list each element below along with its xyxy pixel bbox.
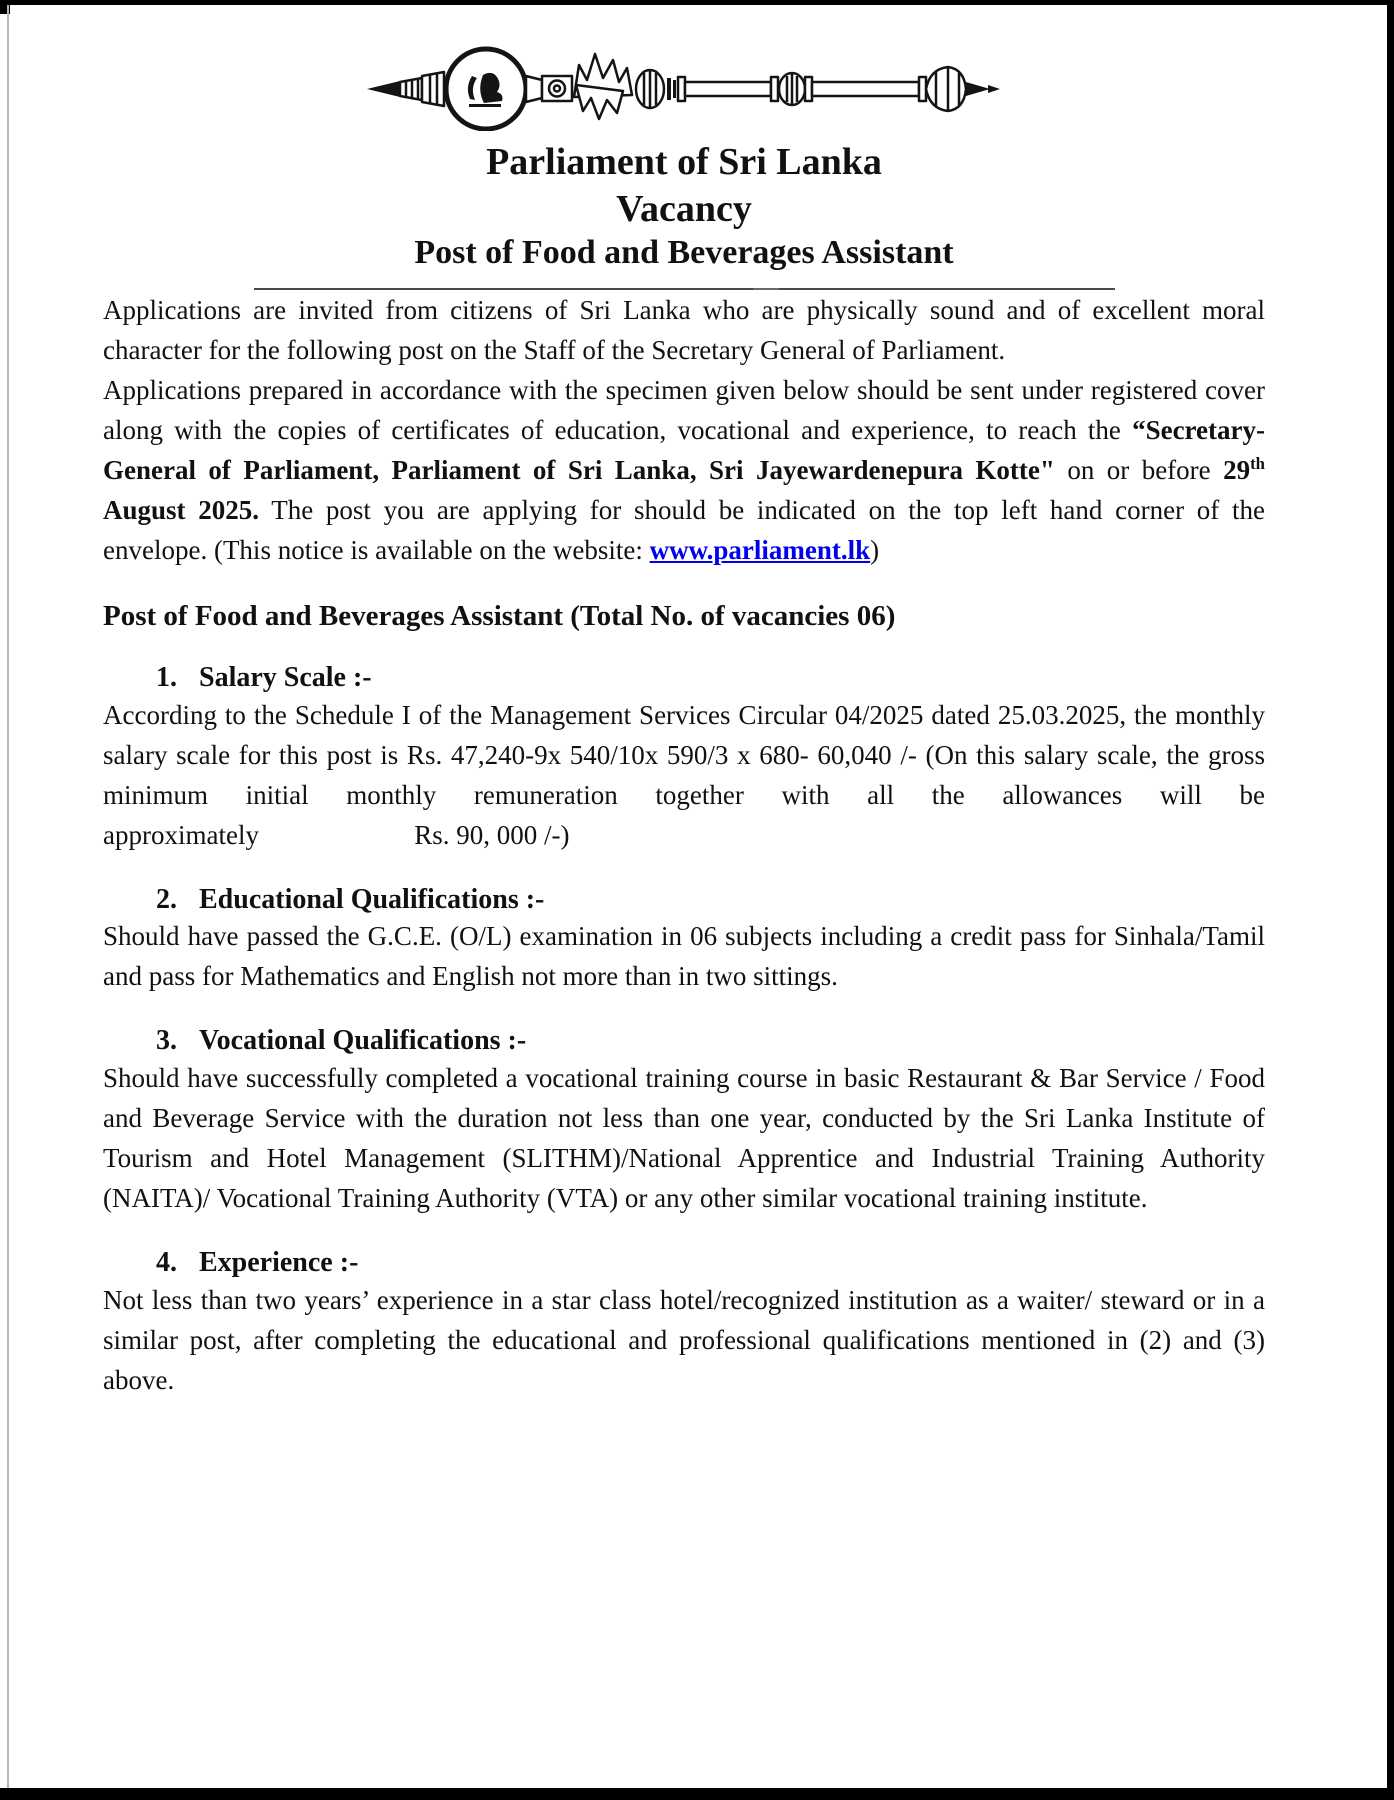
section-salary-scale (103, 661, 1265, 855)
text-segment: Applications prepared in accordance with the specimen given below should be sent under registered cover along with the copies of certificates of education, vocational and experience, to reach the (103, 375, 1265, 446)
section-body: According to the Schedule I of the Management Services Circular 04/2025 dated 25.03.2025, the monthly salary scale for this post is Rs. 47,240-9x 540/10x 590/3 x 680- 60,040 /- (On this salary scale, the gross minimum initial monthly remuneration together with all the allowances will be approximately Rs. 90, 000 /-) (103, 699, 1265, 850)
text-segment: “Secretary-General of Parliament, Parliament of Sri Lanka, Sri Jayewardenepura Kotte" (103, 415, 1265, 486)
parliament-website-link[interactable]: www.parliament.lk (649, 535, 871, 566)
parliament-mace-icon (364, 45, 1004, 131)
mace-figure (103, 45, 1265, 131)
text-segment: on or before (1054, 455, 1224, 486)
section-body: Not less than two years’ experience in a star class hotel/recognized institution as a waiter/ steward or in a similar post, after completing the educational and professional qualifications mentioned in (2) and (3) above. (103, 1284, 1265, 1395)
vacancy-count-heading: Post of Food and Beverages Assistant (Total No. of vacancies 06) (103, 600, 896, 633)
text-segment: ) (870, 535, 880, 566)
section-number: 2. (156, 883, 177, 915)
application-instructions-paragraph (103, 370, 1265, 570)
section-number: 3. (156, 1025, 177, 1057)
org-title: Parliament of Sri Lanka (486, 141, 882, 183)
section-title: Experience :- (199, 1246, 359, 1278)
section-body: Should have successfully completed a vocational training course in basic Restaurant & Bar Service / Food and Beverage Service with the duration not less than one year, conducted by the Sri Lanka Institute of Tourism and Hotel Management (SLITHM)/National Apprentice and Industrial Training Authority (NAITA)/ Vocational Training Authority (VTA) or any other similar vocational training institute. (103, 1062, 1265, 1213)
text-segment: The post you are applying for should be indicated on the top left hand corner of the envelope. (This notice is available on the website: (103, 495, 1265, 566)
section-title: Vocational Qualifications :- (199, 1025, 527, 1057)
text-segment: August 2025. (103, 495, 259, 526)
section-educational-qualifications (103, 883, 1265, 997)
section-vocational-qualifications (103, 1024, 1265, 1218)
page-left-edge-line (7, 5, 9, 1788)
section-number: 4. (156, 1246, 177, 1278)
section-number: 1. (156, 662, 177, 694)
text-segment: 29 (1223, 455, 1251, 486)
text-segment: th (1250, 454, 1265, 474)
post-title: Post of Food and Beverages Assistant (414, 234, 954, 272)
section-title: Educational Qualifications :- (199, 883, 545, 915)
intro-paragraph: Applications are invited from citizens of Sri Lanka who are physically sound and of excellent moral character for the following post on the Staff of the Secretary General of Parliament. (103, 295, 1265, 366)
section-title: Salary Scale :- (199, 662, 372, 694)
section-body: Should have passed the G.C.E. (O/L) examination in 06 subjects including a credit pass for Sinhala/Tamil and pass for Mathematics and English not more than in two sittings. (103, 921, 1265, 992)
section-experience (103, 1246, 1265, 1400)
notice-type-title: Vacancy (616, 187, 752, 230)
